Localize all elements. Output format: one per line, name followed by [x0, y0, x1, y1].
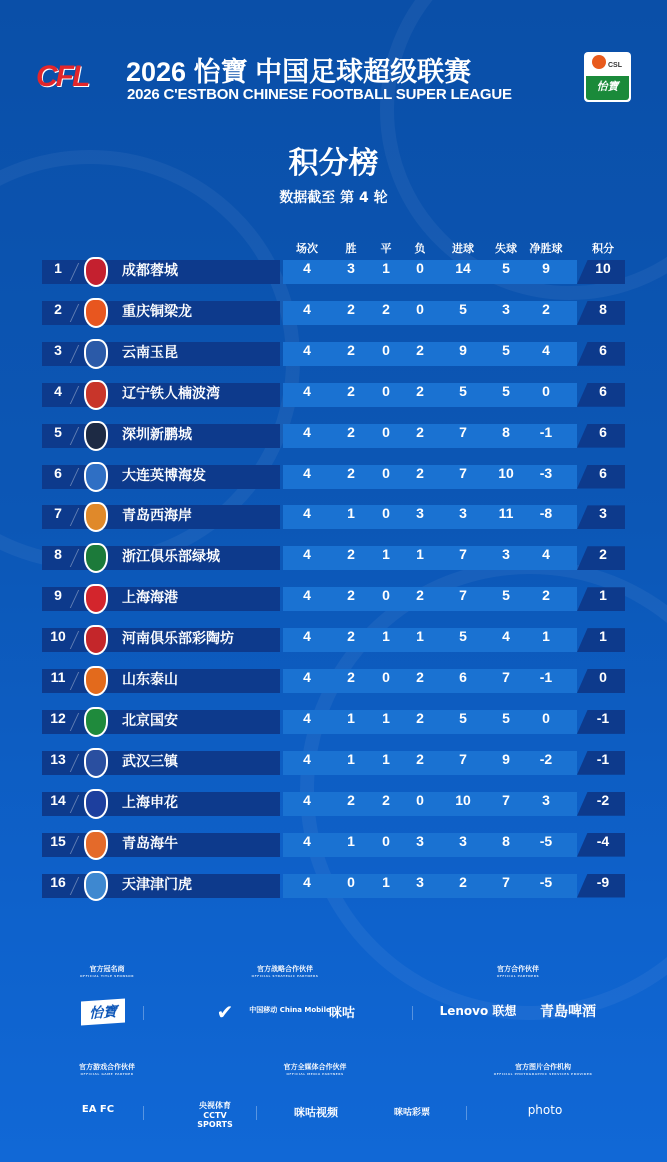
team-crest-icon [84, 339, 108, 369]
stat-drawn: 0 [382, 587, 390, 604]
stat-won: 2 [347, 341, 355, 358]
team-crest-icon [84, 707, 108, 737]
stat-won: 2 [347, 464, 355, 481]
team-name: 浙江俱乐部绿城 [122, 549, 220, 566]
rank: 8 [54, 546, 62, 563]
stat-points: 6 [599, 382, 607, 399]
stat-goals-against: 5 [502, 587, 510, 604]
stat-points: -9 [596, 873, 610, 890]
table-row [42, 424, 625, 448]
stat-lost: 1 [416, 546, 424, 563]
divider [412, 1006, 413, 1020]
stat-played: 4 [303, 546, 311, 563]
stat-won: 1 [347, 832, 355, 849]
team-crest-icon [84, 789, 108, 819]
league-title-en: 2026 C'ESTBON CHINESE FOOTBALL SUPER LEAGUE [127, 86, 512, 103]
league-title-cn: 2026 怡寶 中国足球超级联赛 [126, 57, 472, 87]
stats-cell [283, 383, 577, 407]
team-crest-icon [84, 625, 108, 655]
stat-points: 1 [599, 587, 607, 604]
table-row [42, 505, 625, 529]
table-row [42, 383, 625, 407]
stat-lost: 3 [416, 832, 424, 849]
ball-icon [592, 55, 606, 69]
table-row [42, 710, 625, 734]
team-cell [42, 628, 280, 652]
round-subtitle: 数据截至 第 4 轮 [279, 190, 388, 206]
divider [143, 1106, 144, 1120]
col-played: 场次 [296, 242, 318, 255]
team-name: 青岛海牛 [122, 835, 178, 852]
divider [466, 1106, 467, 1120]
team-cell [42, 465, 280, 489]
stat-points: -1 [596, 709, 610, 726]
stat-goals-for: 7 [459, 750, 467, 767]
stat-drawn: 0 [382, 832, 390, 849]
stat-goal-diff: 3 [542, 791, 550, 808]
stat-drawn: 0 [382, 669, 390, 685]
stat-lost: 2 [416, 382, 424, 399]
stat-drawn: 1 [382, 628, 390, 645]
team-cell [42, 383, 280, 407]
stat-goals-for: 5 [459, 382, 467, 399]
team-name: 重庆铜梁龙 [122, 303, 192, 320]
stats-cell [283, 874, 577, 898]
team-name: 辽宁铁人楠波湾 [122, 385, 220, 402]
stat-played: 4 [303, 628, 311, 645]
team-cell [42, 342, 280, 366]
stat-goal-diff: -2 [539, 750, 553, 767]
stat-won: 0 [347, 873, 355, 890]
team-cell [42, 546, 280, 570]
table-row [42, 833, 625, 857]
migu-lottery-logo: 咪咕彩票 [393, 1108, 431, 1118]
stat-goals-for: 3 [459, 505, 467, 522]
col-goals-against: 失球 [495, 242, 517, 255]
stat-goals-against: 8 [502, 423, 510, 440]
rank: 6 [54, 464, 62, 481]
stat-lost: 2 [416, 669, 424, 685]
stats-cell [283, 424, 577, 448]
stat-goals-against: 5 [502, 382, 510, 399]
stat-points: 6 [599, 423, 607, 440]
table-row [42, 751, 625, 775]
rank: 16 [50, 873, 66, 890]
rank: 15 [50, 832, 66, 849]
team-cell [42, 833, 280, 857]
ea-fc-logo: EA FC [81, 1104, 115, 1115]
stat-lost: 0 [416, 300, 424, 317]
stats-cell [283, 301, 577, 325]
stat-goals-for: 7 [459, 546, 467, 563]
cfl-logo: CFL [36, 60, 89, 93]
rank: 3 [54, 341, 62, 358]
stat-lost: 1 [416, 628, 424, 645]
divider [256, 1106, 257, 1120]
stat-goal-diff: -5 [539, 873, 553, 890]
stat-goal-diff: -5 [539, 832, 553, 849]
stat-goal-diff: 4 [542, 546, 550, 563]
stat-goal-diff: -1 [539, 669, 553, 685]
stats-cell [283, 505, 577, 529]
rank: 7 [54, 505, 62, 522]
stat-drawn: 1 [382, 546, 390, 563]
stat-goals-for: 10 [455, 791, 471, 808]
stat-points: 8 [599, 300, 607, 317]
team-crest-icon [84, 543, 108, 573]
team-crest-icon [84, 666, 108, 696]
stats-cell [283, 792, 577, 816]
stat-goals-against: 5 [502, 341, 510, 358]
stat-goals-for: 9 [459, 341, 467, 358]
sponsor-group-label: 官方图片合作机构 OFFICIAL PHOTOGRAPHIC SERVICES PROVIDER [493, 1063, 593, 1076]
stat-played: 4 [303, 341, 311, 358]
stats-cell [283, 833, 577, 857]
stat-goal-diff: 2 [542, 300, 550, 317]
lenovo-logo: Lenovo 联想 [439, 1004, 517, 1018]
stat-won: 2 [347, 300, 355, 317]
sponsor-group-label: 官方游戏合作伙伴 OFFICIAL GAME PARTNER [79, 1063, 135, 1076]
team-name: 天津津门虎 [122, 876, 192, 893]
stat-goal-diff: 2 [542, 587, 550, 604]
stat-lost: 3 [416, 873, 424, 890]
team-crest-icon [84, 502, 108, 532]
team-name: 山东泰山 [122, 672, 178, 688]
stat-won: 2 [347, 628, 355, 645]
rank: 9 [54, 587, 62, 604]
rank: 4 [54, 382, 62, 399]
col-lost: 负 [414, 242, 426, 255]
table-row [42, 465, 625, 489]
stat-points: 6 [599, 341, 607, 358]
table-row [42, 792, 625, 816]
stat-goal-diff: -1 [539, 423, 553, 440]
stat-goals-for: 14 [455, 260, 471, 276]
team-name: 上海海港 [122, 590, 178, 607]
col-goals-for: 进球 [452, 242, 474, 255]
stat-points: -2 [596, 791, 610, 808]
rank: 11 [50, 669, 66, 685]
stat-won: 2 [347, 382, 355, 399]
stat-drawn: 0 [382, 505, 390, 522]
divider [143, 1006, 144, 1020]
stat-played: 4 [303, 382, 311, 399]
stat-points: -4 [596, 832, 610, 849]
stat-goals-for: 7 [459, 464, 467, 481]
table-row [42, 874, 625, 898]
header [0, 48, 667, 108]
stat-won: 3 [347, 260, 355, 276]
stat-drawn: 0 [382, 464, 390, 481]
stat-drawn: 1 [382, 750, 390, 767]
stat-drawn: 1 [382, 260, 390, 276]
table-row [42, 587, 625, 611]
table-row [42, 342, 625, 366]
team-cell [42, 505, 280, 529]
team-crest-icon [84, 748, 108, 778]
stat-played: 4 [303, 791, 311, 808]
stat-points: 6 [599, 464, 607, 481]
stat-lost: 0 [416, 260, 424, 276]
stat-played: 4 [303, 873, 311, 890]
stat-goal-diff: -3 [539, 464, 553, 481]
team-crest-icon [84, 462, 108, 492]
csl-badge-logo: CSL 怡寶 [584, 52, 631, 102]
table-row [42, 260, 625, 284]
stat-goals-for: 6 [459, 669, 467, 685]
stats-cell [283, 587, 577, 611]
stat-lost: 3 [416, 505, 424, 522]
stat-drawn: 0 [382, 341, 390, 358]
stat-won: 2 [347, 546, 355, 563]
stats-cell [283, 710, 577, 734]
stat-goals-against: 8 [502, 832, 510, 849]
stat-played: 4 [303, 423, 311, 440]
page-title: 积分榜 [288, 146, 379, 181]
stat-points: 2 [599, 546, 607, 563]
table-row [42, 301, 625, 325]
migu-video-logo: 咪咕视频 [294, 1106, 338, 1119]
table-row [42, 669, 625, 693]
stats-cell [283, 465, 577, 489]
stats-cell [283, 260, 577, 284]
ic-photo-logo: photo [527, 1103, 563, 1117]
migu-logo: 咪咕 [328, 1006, 356, 1021]
stats-cell [283, 751, 577, 775]
stat-goals-for: 7 [459, 587, 467, 604]
stat-won: 2 [347, 669, 355, 685]
team-name: 北京国安 [122, 712, 178, 729]
stat-drawn: 2 [382, 791, 390, 808]
stats-cell [283, 628, 577, 652]
nike-logo: ✔ [216, 1000, 234, 1024]
stat-goal-diff: 4 [542, 341, 550, 358]
stat-lost: 2 [416, 341, 424, 358]
stat-lost: 2 [416, 587, 424, 604]
stats-cell [283, 669, 577, 693]
sponsor-group-label: 官方冠名商 OFFICIAL TITLE SPONSOR [79, 965, 135, 978]
stat-won: 1 [347, 709, 355, 726]
stat-played: 4 [303, 464, 311, 481]
stat-goal-diff: 0 [542, 382, 550, 399]
col-points: 积分 [592, 242, 614, 255]
rank: 14 [50, 791, 66, 808]
stat-drawn: 0 [382, 382, 390, 399]
rank: 13 [50, 750, 66, 767]
stats-cell [283, 342, 577, 366]
stats-cell [283, 546, 577, 570]
stat-played: 4 [303, 669, 311, 685]
col-drawn: 平 [380, 242, 392, 255]
sponsor-group-label: 官方合作伙伴 OFFICIAL PARTNERS [496, 965, 540, 978]
sponsor-group-label: 官方战略合作伙伴 OFFICIAL STRATEGIC PARTNERS [251, 965, 319, 978]
col-won: 胜 [345, 242, 357, 255]
team-crest-icon [84, 871, 108, 901]
team-name: 云南玉昆 [122, 344, 178, 361]
stat-won: 2 [347, 791, 355, 808]
team-crest-icon [84, 298, 108, 328]
stat-played: 4 [303, 709, 311, 726]
sponsor-group-label: 官方全媒体合作伙伴 OFFICIAL MEDIA PARTNERS [283, 1063, 347, 1076]
team-name: 武汉三镇 [122, 753, 178, 770]
team-name: 上海申花 [122, 794, 178, 811]
stat-goal-diff: 9 [542, 260, 550, 276]
team-cell [42, 710, 280, 734]
table-row [42, 628, 625, 652]
team-cell [42, 301, 280, 325]
stat-goals-against: 7 [502, 669, 510, 685]
team-name: 青岛西海岸 [122, 508, 192, 525]
team-cell [42, 260, 280, 284]
team-name: 大连英博海发 [122, 467, 206, 484]
stat-won: 2 [347, 587, 355, 604]
stat-goals-for: 5 [459, 709, 467, 726]
stat-goals-against: 7 [502, 873, 510, 890]
team-cell [42, 792, 280, 816]
stat-goals-for: 3 [459, 832, 467, 849]
stat-drawn: 0 [382, 423, 390, 440]
stat-lost: 2 [416, 464, 424, 481]
stat-points: -1 [596, 750, 610, 767]
stat-played: 4 [303, 260, 311, 276]
team-cell [42, 669, 280, 693]
team-crest-icon [84, 584, 108, 614]
stat-won: 2 [347, 423, 355, 440]
stat-won: 1 [347, 750, 355, 767]
stat-goal-diff: -8 [539, 505, 553, 522]
stat-goals-against: 10 [498, 464, 514, 481]
stat-goals-for: 5 [459, 628, 467, 645]
stat-goals-against: 4 [502, 628, 510, 645]
rank: 5 [54, 423, 62, 440]
stat-goals-against: 9 [502, 750, 510, 767]
stat-lost: 0 [416, 791, 424, 808]
team-name: 成都蓉城 [122, 263, 178, 279]
stat-goals-for: 5 [459, 300, 467, 317]
cctv-sports-logo: 央视体育 CCTV SPORTS [197, 1101, 233, 1129]
stat-goals-against: 5 [502, 260, 510, 276]
col-goal-diff: 净胜球 [529, 242, 563, 255]
rank: 1 [54, 260, 62, 276]
stat-played: 4 [303, 587, 311, 604]
stat-goals-against: 3 [502, 300, 510, 317]
team-crest-icon [84, 421, 108, 451]
stat-points: 1 [599, 628, 607, 645]
stat-lost: 2 [416, 750, 424, 767]
stat-goals-against: 3 [502, 546, 510, 563]
stat-lost: 2 [416, 423, 424, 440]
stat-lost: 2 [416, 709, 424, 726]
team-crest-icon [84, 257, 108, 287]
stat-drawn: 1 [382, 709, 390, 726]
stat-goals-against: 5 [502, 709, 510, 726]
rank: 12 [50, 709, 66, 726]
stat-drawn: 2 [382, 300, 390, 317]
table-row [42, 546, 625, 570]
stat-goals-against: 7 [502, 791, 510, 808]
team-cell [42, 587, 280, 611]
stat-goals-for: 2 [459, 873, 467, 890]
team-crest-icon [84, 380, 108, 410]
stat-goals-for: 7 [459, 423, 467, 440]
team-crest-icon [84, 830, 108, 860]
rank: 10 [50, 628, 66, 645]
stat-goal-diff: 1 [542, 628, 550, 645]
stat-goals-against: 11 [498, 505, 514, 522]
rank: 2 [54, 300, 62, 317]
team-cell [42, 751, 280, 775]
stat-points: 10 [595, 260, 611, 276]
stat-goal-diff: 0 [542, 709, 550, 726]
stat-played: 4 [303, 832, 311, 849]
tsingtao-logo: 青島啤酒 [540, 1004, 596, 1020]
stat-points: 0 [599, 669, 607, 685]
stat-drawn: 1 [382, 873, 390, 890]
team-cell [42, 874, 280, 898]
stat-played: 4 [303, 300, 311, 317]
team-name: 深圳新鹏城 [122, 426, 192, 443]
china-mobile-logo: 中国移动 China Mobile [249, 1006, 331, 1014]
stat-played: 4 [303, 505, 311, 522]
team-cell [42, 424, 280, 448]
team-name: 河南俱乐部彩陶坊 [122, 631, 234, 648]
stat-points: 3 [599, 505, 607, 522]
cestbon-logo: 怡寶 [81, 998, 125, 1025]
stat-won: 1 [347, 505, 355, 522]
stat-played: 4 [303, 750, 311, 767]
